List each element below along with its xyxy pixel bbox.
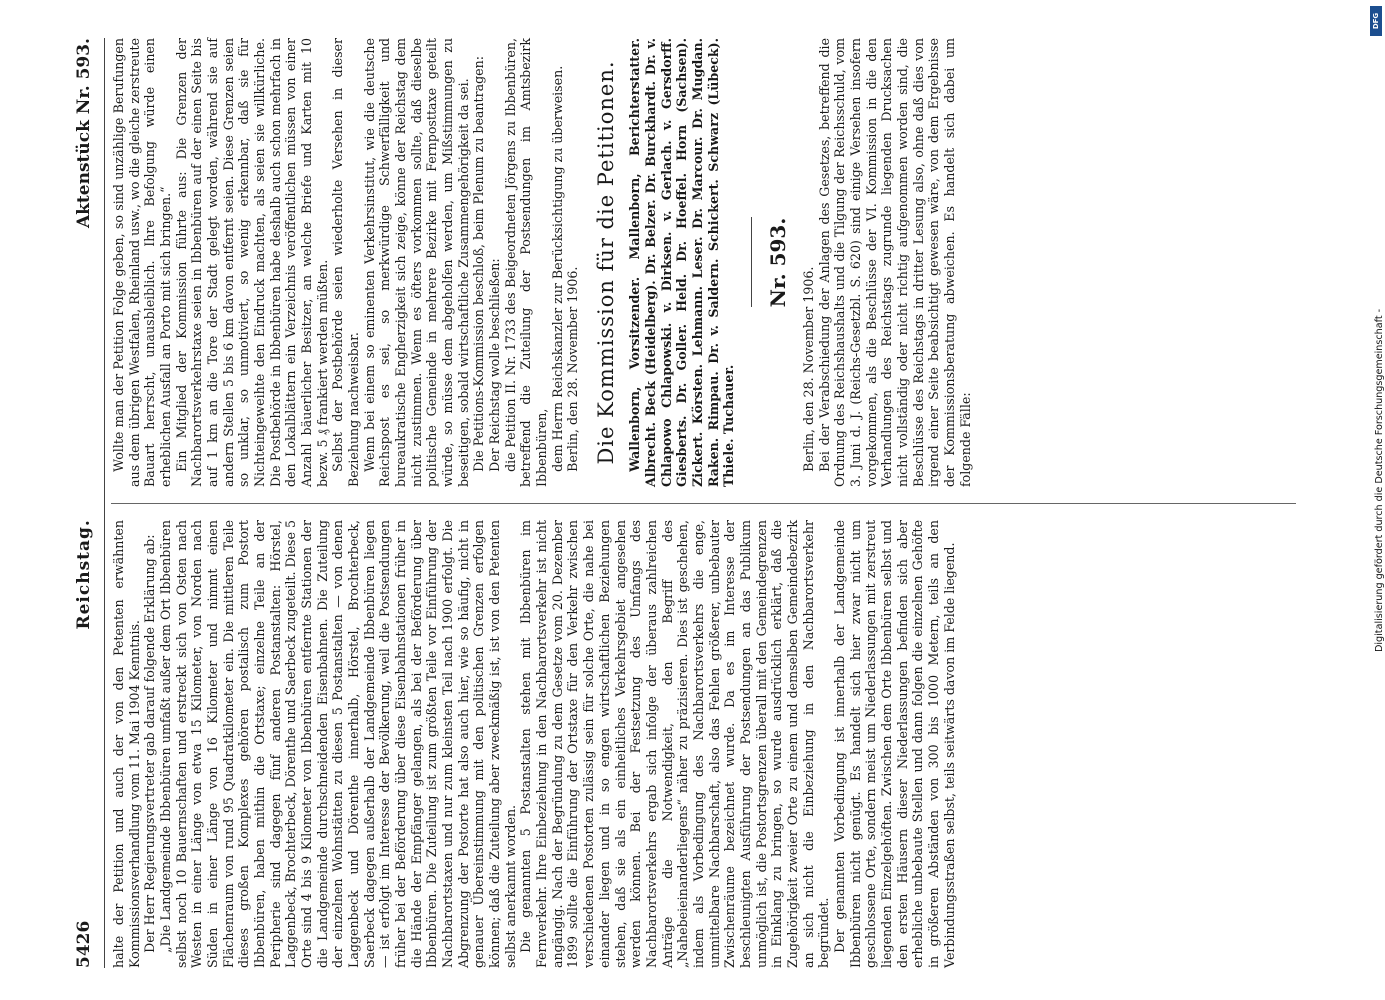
commission-members: Wallenborn, Vorsitzender. Mallenborn, Berichterstatter. Albrecht. Beck (Heidelberg). Dr. Belzer. Dr. Burckhardt. Dr. v. Chlapowo Chlapowski. v. Dirksen. v. Gerlach. v. Gersdorff. Giesberts. Dr. Goller. Held. Dr. Hoeffel. Horn (Sachsen). Zickert. Körsten. Lehmann. Leser. Dr. Marcour. Dr. Mugdan. Raken. Rimpau. Dr. v. Saldern. Schickert. Schwarz (Lübeck). Thiele. Tuchauer. xyxy=(627,38,737,487)
paragraph: Ein Mitglied der Kommission führte aus: Die Grenzen der Nachbarortsverkehrstaxe seien in Ibbenbüren auf der einen Seite bis auf 1 km an die Tore der Stadt gelegt worden, während sie auf andern Stellen 5 bis 6 km davon entfernt seien. Diese Grenzen seien so unklar, so unmotiviert, so wenig erkennbar, daß sie für Nichteingeweihte den Eindruck machten, als seien sie willkürliche. Die Postbehörde in Ibbenbüren habe deshalb auch schon mehrfach in den Lokalblättern ein Verzeichnis veröffentlichen müssen von einer Anzahl bäuerlicher Besitzer, an welche Briefe und Karten mit 10 bezw. 5 ₰ frankiert werden müßten. xyxy=(173,38,330,487)
resolution-text: die Petition II. Nr. 1733 des Beigeordneten Jörgens zu Ibbenbüren, betreffend die Zuteilung der Postsendungen im Amtsbezirk Ibbenbüren, xyxy=(502,38,550,487)
divider xyxy=(751,218,752,308)
section-number: Nr. 593. xyxy=(766,217,790,308)
left-column xyxy=(111,503,1296,968)
paragraph: Die genannten 5 Postanstalten stehen mit Ibbenbüren im Fernverkehr. Ihre Einbeziehung in den Nachbarortsverkehr ist nicht angängig. Nach der Begründung zu dem Gesetze vom 20. Dezember 1899 sollte die Einführung der Ortstaxe für den Verkehr zwischen verschiedenen Postorten zulässig sein für solche Orte, die nahe bei einander liegen und in so engen wirtschaftlichen Beziehungen stehen, daß sie als ein einheitliches Verkehrsgebiet angesehen werden können. Bei der Festsetzung des Umfangs des Nachbarortsverkehrs ergab sich infolge der überaus zahlreichen Anträge die Notwendigkeit, den Begriff des „Nahebeieinanderliegens“ näher zu präzisieren. Dies ist geschehen, indem als Vorbedingung des Nachbarortsverkehrs die enge, unmittelbare Nachbarschaft, also das Fehlen größerer, unbebauter Zwischenräume bezeichnet wurde. Da es im Interesse der beschleunigten Ausführung der Postsendungen an das Publikum unmöglich ist, die Postortsgrenzen überall mit den Gemeindegrenzen in Einklang zu bringen, so wurde ausdrücklich erklärt, daß die Zugehörigkeit zweier Orte zu einem und demselben Gemeindebezirk an sich nicht die Einbeziehung in den Nachbarortsverkehr begründet. xyxy=(518,520,832,968)
paragraph: Der Reichstag wolle beschließen: xyxy=(487,258,503,472)
paragraph: Selbst der Postbehörde seien wiederholte Versehen in dieser Beziehung nachweisbar. xyxy=(330,38,362,487)
right-column xyxy=(111,38,1296,503)
paragraph: „Die Landgemeinde Ibbenbüren umfaßt außer dem Ort Ibbenbüren selbst noch 10 Bauernschaften und erstreckt sich von Osten nach Westen in einer Länge von etwa 15 Kilometer, von Norden nach Süden in einer Länge von 16 Kilometer und nimmt einen Flächenraum von rund 95 Quadratkilometer ein. Die mittleren Teile dieses großen Komplexes gehören postalisch zum Postort Ibbenbüren, haben mithin die Ortstaxe; einzelne Teile an der Peripherie sind dagegen fünf anderen Postanstalten: Hörstel, Laggenbeck, Brochterbeck, Dörenthe und Saerbeck zugeteilt. Diese 5 Orte sind 4 bis 9 Kilometer von Ibbenbüren entfernte Stationen der die Landgemeinde durchschneidenden Eisenbahnen. Die Zuteilung der einzelnen Wohnstätten zu diesen 5 Postanstalten — von denen Laggenbeck und Dörenthe innerhalb, Hörstel, Brochterbeck, Saerbeck dagegen außerhalb der Landgemeinde Ibbenbüren liegen — ist erfolgt im Interesse der Bevölkerung, weil die Postsendungen früher bei der Beförderung über diese Eisenbahnstationen früher in die Hände der Empfänger gelangen, als bei der Beförderung über Ibbenbüren. Die Zuteilung ist zum größten Teile vor Einführung der Nachbarortstaxen und nur zum kleinsten Teil nach 1900 erfolgt. Die Abgrenzung der Postorte hat also auch hier, wie so häufig, nicht in genauer Übereinstimmung mit den politischen Grenzen erfolgen können; daß die Zuteilung aber zweckmäßig ist, ist von den Petenten selbst anerkannt worden. xyxy=(158,520,518,968)
dfg-logo xyxy=(1370,6,1382,36)
publication-title: Reichstag. xyxy=(74,519,94,630)
digitization-credit xyxy=(1374,0,1385,1000)
commission-title: Die Kommission für die Petitionen. xyxy=(594,60,619,465)
resolution-text: dem Herrn Reichskanzler zur Berücksichtigung zu überweisen. xyxy=(549,65,565,472)
paragraph: Die Petitions-Kommission beschloß, beim Plenum zu beantragen: xyxy=(471,56,487,472)
dfg-logo-text: DFG xyxy=(1372,12,1380,30)
dateline: Berlin, den 28. November 1906. xyxy=(565,266,581,472)
document-page xyxy=(60,0,1320,1000)
paragraph: halte der Petition und auch der von den Petenten erwähnten Kommissionsverhandlung vom 11. Mai 1904 Kenntnis. xyxy=(111,520,142,968)
text-columns xyxy=(111,38,1296,968)
credit-text: Digitalisierung gefördert durch die Deutsche Forschungsgemeinschaft - xyxy=(1374,308,1385,652)
paragraph: Der genannten Vorbedingung ist innerhalb der Landgemeinde Ibbenbüren nicht genügt. Es handelt sich hier zwar nicht um geschlossene Orte, sondern meist um Niederlassungen mit zerstreut liegenden Einzelgehöften. Zwischen dem Orte Ibbenbüren selbst und den ersten Häusern dieser Niederlassungen befinden sich aber erhebliche unbebaute Stellen und dann folgen die einzelnen Gehöfte in größeren Abständen von 300 bis 1000 Metern, teils an den Verbindungsstraßen selbst, teils seitwärts davon im Felde liegend. xyxy=(831,520,957,968)
page-header xyxy=(74,38,105,968)
paragraph: Wollte man der Petition Folge geben, so sind unzählige Berufungen aus dem übrigen Westfalen, Rheinland usw., wo die gleiche zerstreute Bauart herrscht, unausbleiblich. Ihre Befolgung würde einen erheblichen Ausfall an Porto mit sich bringen.“ xyxy=(111,38,174,487)
paragraph: Der Herr Regierungsvertreter gab darauf folgende Erklärung ab: xyxy=(142,534,158,953)
dateline: Berlin, den 28. November 1906. xyxy=(800,266,816,472)
page-number: 5426 xyxy=(74,920,94,968)
paragraph: Bei der Verabschiedung der Anlagen des Gesetzes, betreffend die Ordnung des Reichshaushalts und die Tilgung der Reichsschuld, vom 3. Juni d. J. (Reichs-Gesetzbl. S. 620) sind einige Versehen insofern vorgekommen, als die Beschlüsse der VI. Kommission in die den Verhandlungen des Reichstags zugrunde liegenden Drucksachen nicht vollständig oder nicht richtig aufgenommen worden sind, die Beschlüsse des Reichstags in dritter Lesung also, ohne daß dies von irgend einer Seite beabsichtigt gewesen wäre, von dem Ergebnisse der Kommissionsberatung abweichen. Es handelt sich dabei um folgende Fälle: xyxy=(816,38,973,487)
paragraph: Wenn bei einem so eminenten Verkehrsinstitut, wie die deutsche Reichspost es sei, so merkwürdige Schwerfälligkeit und bureaukratische Engherzigkeit sich zeige, könne der Reichstag dem nicht zustimmen. Wenn es öfters vorkommen sollte, daß dieselbe politische Gemeinde in mehrere Bezirke mit Fernposttaxe geteilt würde, so müsse dem abgeholfen werden, um Mißstimmungen zu beseitigen, sobald wirtschaftliche Zusammengehörigkeit da sei. xyxy=(361,38,471,487)
document-number: Aktenstück Nr. 593. xyxy=(74,38,94,229)
